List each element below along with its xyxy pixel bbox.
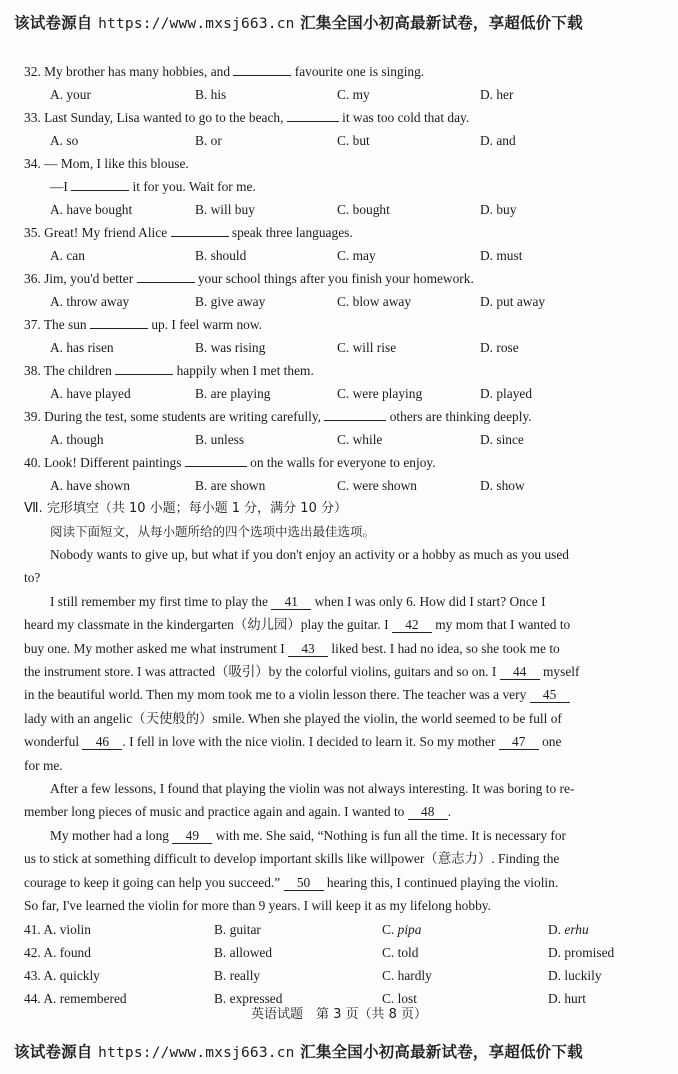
passage-text: heard my classmate in the kindergarten（幼儿园）play the guitar. I bbox=[24, 617, 392, 633]
question-stem bbox=[24, 60, 654, 83]
passage-line bbox=[24, 660, 654, 683]
passage-paragraph-3 bbox=[24, 777, 654, 824]
answer-option[interactable]: B. will buy bbox=[195, 202, 255, 217]
question-text: others are thinking deeply. bbox=[386, 409, 532, 424]
question-stem bbox=[24, 451, 654, 474]
answer-option[interactable]: B. give away bbox=[195, 294, 266, 309]
question-text: —I bbox=[50, 179, 72, 194]
passage-text: courage to keep it going can help you succeed.” bbox=[24, 874, 284, 890]
cloze-gap-46[interactable]: 46 bbox=[82, 735, 122, 750]
answer-option[interactable]: D. and bbox=[480, 133, 516, 148]
passage-line bbox=[24, 613, 654, 636]
answer-blank[interactable] bbox=[185, 454, 247, 467]
passage-text: member long pieces of music and practice again and again. I wanted to bbox=[24, 804, 408, 820]
cloze-gap-42[interactable]: 42 bbox=[392, 618, 432, 633]
question-text: happily when I met them. bbox=[173, 363, 314, 378]
question-text: 38. The children bbox=[24, 363, 116, 378]
answer-option[interactable]: B. was rising bbox=[195, 340, 266, 355]
answer-options bbox=[24, 83, 654, 106]
question-stem bbox=[24, 405, 654, 428]
source-banner-top bbox=[14, 11, 674, 33]
cloze-option[interactable]: C. told bbox=[382, 944, 419, 960]
banner-prefix: 该试卷源自 bbox=[14, 14, 99, 32]
question-text: 37. The sun bbox=[24, 317, 90, 332]
answer-options bbox=[24, 198, 654, 221]
answer-options bbox=[24, 290, 654, 313]
passage-text: So far, I've learned the violin for more than 9 years. I will keep it as my lifelong hobby. bbox=[24, 898, 491, 914]
cloze-option[interactable]: B. expressed bbox=[214, 990, 283, 1006]
answer-option[interactable]: C. my bbox=[337, 87, 370, 102]
answer-option[interactable]: B. unless bbox=[195, 432, 245, 447]
cloze-gap-43[interactable]: 43 bbox=[288, 642, 328, 657]
answer-option[interactable]: D. buy bbox=[480, 202, 517, 217]
cloze-option[interactable]: D. erhu bbox=[548, 921, 589, 937]
cloze-option[interactable]: 42. A. found bbox=[24, 944, 91, 960]
passage-line bbox=[24, 637, 654, 660]
answer-option[interactable]: D. show bbox=[480, 478, 525, 493]
answer-option[interactable]: B. are shown bbox=[195, 478, 266, 493]
page-footer: 英语试题 第 3 页（共 8 页） bbox=[250, 1007, 428, 1022]
question-stem bbox=[24, 106, 654, 129]
question-text: 36. Jim, you'd better bbox=[24, 271, 137, 286]
question-text: it for you. Wait for me. bbox=[129, 179, 256, 194]
cloze-option[interactable]: C. lost bbox=[382, 990, 417, 1006]
passage-line bbox=[24, 777, 654, 800]
cloze-gap-45[interactable]: 45 bbox=[530, 688, 570, 703]
banner-suffix: 汇集全国小初高最新试卷，享超低价下载 bbox=[294, 14, 583, 32]
passage-text: for me. bbox=[24, 757, 63, 773]
question-text: 40. Look! Different paintings bbox=[24, 455, 185, 470]
answer-blank[interactable] bbox=[71, 178, 129, 191]
banner-url[interactable]: https://www.mxsj663.cn bbox=[98, 16, 295, 32]
passage-line bbox=[24, 824, 654, 847]
passage-text: myself bbox=[539, 664, 580, 680]
passage-text: After a few lessons, I found that playing the violin was not always interesting. It was boring to re- bbox=[50, 781, 575, 797]
passage-paragraph-2 bbox=[24, 590, 654, 777]
answer-options bbox=[24, 129, 654, 152]
answer-option[interactable]: A. have played bbox=[50, 386, 131, 401]
answer-option[interactable]: A. can bbox=[50, 248, 85, 263]
passage-line bbox=[24, 894, 654, 917]
passage-text: with me. She said, “Nothing is fun all the time. It is necessary for bbox=[212, 827, 567, 843]
answer-blank[interactable] bbox=[90, 316, 148, 329]
answer-blank[interactable] bbox=[137, 270, 195, 283]
answer-option[interactable]: D. put away bbox=[480, 294, 546, 309]
source-banner-bottom bbox=[14, 1040, 674, 1062]
passage-text: . bbox=[447, 804, 452, 820]
cloze-option[interactable]: C. pipa bbox=[382, 921, 422, 937]
question-stem bbox=[24, 267, 654, 290]
question-text: on the walls for everyone to enjoy. bbox=[246, 455, 436, 470]
passage-text: lady with an angelic（天使般的）smile. When she played the violin, the world seemed to be full of bbox=[24, 710, 562, 726]
passage-line bbox=[24, 847, 654, 870]
passage-text: wonderful bbox=[24, 734, 83, 750]
answer-options bbox=[24, 244, 654, 267]
answer-option[interactable]: A. has risen bbox=[50, 340, 114, 355]
passage-text: one bbox=[538, 734, 562, 750]
cloze-option[interactable]: D. promised bbox=[548, 944, 615, 960]
answer-option[interactable]: A. your bbox=[50, 87, 91, 102]
answer-option[interactable]: A. throw away bbox=[50, 294, 130, 309]
passage-text: my mom that I wanted to bbox=[431, 617, 571, 633]
passage-text: the instrument store. I was attracted（吸引）by the colorful violins, guitars and so on. I bbox=[24, 664, 500, 680]
cloze-option[interactable]: B. allowed bbox=[214, 944, 273, 960]
banner-url[interactable]: https://www.mxsj663.cn bbox=[98, 1045, 295, 1061]
passage-text: liked best. I had no idea, so she took me to bbox=[328, 640, 560, 656]
answer-blank[interactable] bbox=[171, 224, 229, 237]
answer-option[interactable]: D. her bbox=[480, 87, 514, 102]
answer-blank[interactable] bbox=[233, 63, 291, 76]
question-stem bbox=[24, 152, 654, 175]
answer-option[interactable]: C. will rise bbox=[337, 340, 397, 355]
cloze-gap-44[interactable]: 44 bbox=[500, 665, 540, 680]
question-text: up. I feel warm now. bbox=[147, 317, 262, 332]
section-instruction: 阅读下面短文，从每小题所给的四个选项中选出最佳选项。 bbox=[50, 524, 376, 539]
section-title: Ⅶ. 完形填空（共 10 小题；每小题 1 分，满分 10 分） bbox=[24, 501, 347, 516]
question-text: 35. Great! My friend Alice bbox=[24, 225, 171, 240]
cloze-option-row bbox=[24, 918, 654, 941]
passage-text: us to stick at something difficult to develop important skills like willpower（意志力）. Finding the bbox=[24, 851, 560, 867]
cloze-option[interactable]: B. guitar bbox=[214, 921, 261, 937]
answer-option[interactable]: B. his bbox=[195, 87, 227, 102]
question-text: it was too cold that day. bbox=[338, 110, 470, 125]
cloze-gap-50[interactable]: 50 bbox=[284, 876, 324, 891]
question-response bbox=[24, 175, 654, 198]
question-text: favourite one is singing. bbox=[291, 64, 425, 79]
passage-text: in the beautiful world. Then my mom took me to a violin lesson there. The teacher was a very bbox=[24, 687, 530, 703]
answer-option[interactable]: C. were shown bbox=[337, 478, 417, 493]
cloze-gap-47[interactable]: 47 bbox=[499, 735, 539, 750]
passage-text: buy one. My mother asked me what instrument I bbox=[24, 640, 289, 656]
answer-option[interactable]: C. while bbox=[337, 432, 383, 447]
question-text: 33. Last Sunday, Lisa wanted to go to the beach, bbox=[24, 110, 287, 125]
answer-option[interactable]: C. but bbox=[337, 133, 370, 148]
question-text: speak three languages. bbox=[228, 225, 353, 240]
answer-blank[interactable] bbox=[115, 362, 173, 375]
passage-line bbox=[24, 800, 654, 823]
question-text: 32. My brother has many hobbies, and bbox=[24, 64, 234, 79]
question-stem bbox=[24, 359, 654, 382]
passage-text: . I fell in love with the nice violin. I decided to learn it. So my mother bbox=[122, 734, 499, 750]
answer-option[interactable]: C. blow away bbox=[337, 294, 412, 309]
answer-option[interactable]: A. have shown bbox=[50, 478, 130, 493]
passage-paragraph-1 bbox=[24, 543, 654, 590]
cloze-option[interactable]: B. really bbox=[214, 967, 261, 983]
answer-option[interactable]: A. so bbox=[50, 133, 79, 148]
answer-option[interactable]: D. since bbox=[480, 432, 524, 447]
answer-option[interactable]: D. must bbox=[480, 248, 523, 263]
cloze-gap-48[interactable]: 48 bbox=[408, 805, 448, 820]
answer-options bbox=[24, 382, 654, 405]
passage-text: I still remember my first time to play the bbox=[50, 593, 272, 609]
answer-option[interactable]: C. bought bbox=[337, 202, 390, 217]
passage-paragraph-4 bbox=[24, 824, 654, 918]
passage-line bbox=[24, 683, 654, 706]
cloze-options bbox=[24, 918, 654, 1010]
answer-option[interactable]: C. were playing bbox=[337, 386, 423, 401]
cloze-option[interactable]: D. luckily bbox=[548, 967, 602, 983]
passage-text: My mother had a long bbox=[50, 827, 173, 843]
answer-option[interactable]: D. played bbox=[480, 386, 533, 401]
cloze-option[interactable]: C. hardly bbox=[382, 967, 432, 983]
question-text: 34. — Mom, I like this blouse. bbox=[24, 156, 189, 171]
answer-options bbox=[24, 428, 654, 451]
passage-line bbox=[24, 590, 654, 613]
cloze-option[interactable]: 43. A. quickly bbox=[24, 967, 100, 983]
banner-suffix: 汇集全国小初高最新试卷，享超低价下载 bbox=[294, 1043, 583, 1061]
answer-option[interactable]: C. may bbox=[337, 248, 376, 263]
answer-option[interactable]: B. or bbox=[195, 133, 222, 148]
cloze-gap-49[interactable]: 49 bbox=[172, 829, 212, 844]
banner-prefix: 该试卷源自 bbox=[14, 1043, 99, 1061]
cloze-option[interactable]: 44. A. remembered bbox=[24, 990, 127, 1006]
passage-text: hearing this, I continued playing the violin. bbox=[323, 874, 559, 890]
answer-option[interactable]: A. have bought bbox=[50, 202, 133, 217]
question-text: 39. During the test, some students are writing carefully, bbox=[24, 409, 325, 424]
cloze-option-row bbox=[24, 964, 654, 987]
passage-text: when I was only 6. How did I start? Once I bbox=[311, 593, 546, 609]
answer-option[interactable]: B. are playing bbox=[195, 386, 271, 401]
passage-line: Nobody wants to give up, but what if you don't enjoy an activity or a hobby as much as you used bbox=[50, 547, 569, 562]
answer-option[interactable]: A. though bbox=[50, 432, 104, 447]
question-text: your school things after you finish your homework. bbox=[194, 271, 474, 286]
answer-blank[interactable] bbox=[324, 408, 386, 421]
exam-content bbox=[24, 60, 654, 1010]
cloze-option[interactable]: 41. A. violin bbox=[24, 921, 91, 937]
passage-line bbox=[24, 754, 654, 777]
passage-line bbox=[24, 707, 654, 730]
cloze-option[interactable]: D. hurt bbox=[548, 990, 586, 1006]
answer-blank[interactable] bbox=[287, 109, 339, 122]
question-stem bbox=[24, 313, 654, 336]
answer-option[interactable]: D. rose bbox=[480, 340, 519, 355]
answer-options bbox=[24, 474, 654, 497]
passage-line bbox=[24, 730, 654, 753]
passage-line: to? bbox=[24, 570, 41, 586]
answer-options bbox=[24, 336, 654, 359]
cloze-gap-41[interactable]: 41 bbox=[271, 595, 311, 610]
cloze-option-row bbox=[24, 941, 654, 964]
answer-option[interactable]: B. should bbox=[195, 248, 247, 263]
multiple-choice-section bbox=[24, 60, 654, 497]
passage-line bbox=[24, 871, 654, 894]
question-stem bbox=[24, 221, 654, 244]
